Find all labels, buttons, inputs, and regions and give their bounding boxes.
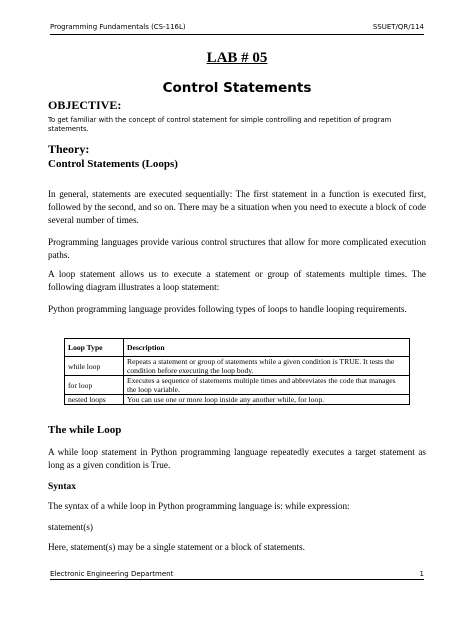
lab-number: LAB # 05 [206,50,268,66]
table-row [65,376,410,395]
table-cell-description: Executes a sequence of statements multiple times and abbreviates the code that manages the loop variable. [124,376,410,395]
syntax-line: The syntax of a while loop in Python programming language is: while expression: [48,501,350,511]
objective-heading: OBJECTIVE: [48,98,122,112]
while-loop-intro: A while loop statement in Python programming language repeatedly executes a target statement as long as a given condition is True. [48,447,426,470]
footer-department: Electronic Engineering Department [50,570,174,578]
loop-types-table [64,338,410,405]
theory-paragraph: A loop statement allows us to execute a statement or group of statements multiple times. The following diagram illustrates a loop statement: [48,269,426,292]
syntax-statement: statement(s) [48,522,93,532]
table-row [65,395,410,405]
header-doc-code: SSUET/QR/114 [372,23,424,31]
theory-heading: Theory: [48,142,90,156]
theory-paragraph: Programming languages provide various control structures that allow for more complicated execution paths. [48,237,426,260]
theory-subheading: Control Statements (Loops) [48,158,178,170]
while-loop-heading: The while Loop [48,424,122,436]
table-header-row [65,339,410,357]
syntax-heading: Syntax [48,482,76,492]
theory-paragraph: Python programming language provides following types of loops to handle looping requirements. [48,304,407,314]
syntax-note: Here, statement(s) may be a single statement or a block of statements. [48,542,305,552]
page-number: 1 [419,570,424,578]
table-header-description: Description [124,339,410,357]
table-cell-description: You can use one or more loop inside any another while, for loop. [124,395,410,405]
theory-paragraph: In general, statements are executed sequentially: The first statement in a function is executed first, followed by the second, and so on. There may be a situation when you need to execute a block of code several number of times. [48,189,426,225]
page-footer [50,570,424,580]
table-header-loop-type: Loop Type [65,339,124,357]
table-row [65,357,410,376]
page-header [50,23,424,35]
table-cell-loop-type: nested loops [65,395,124,405]
objective-text: To get familiar with the concept of control statement for simple controlling and repetition of program statements. [48,116,392,133]
table-cell-loop-type: for loop [65,376,124,395]
table-cell-loop-type: while loop [65,357,124,376]
page-title: Control Statements [162,80,312,96]
header-course: Programming Fundamentals (CS-116L) [50,23,186,31]
table-cell-description: Repeats a statement or group of statements while a given condition is TRUE. It tests the condition before executing the loop body. [124,357,410,376]
